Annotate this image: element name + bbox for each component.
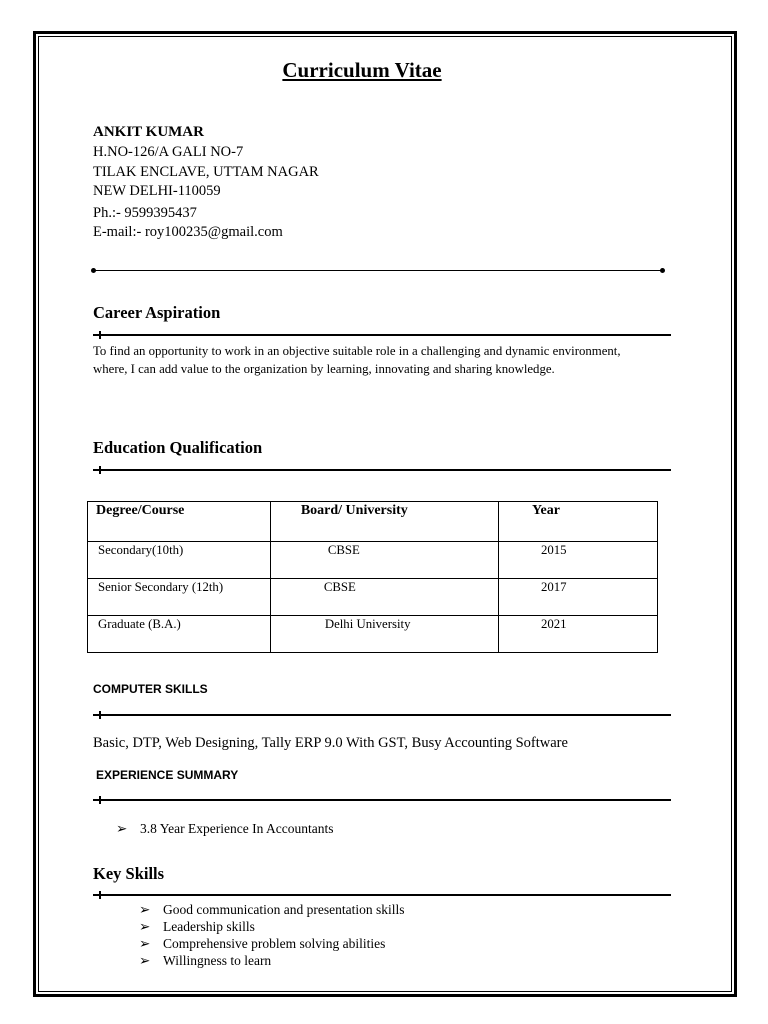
candidate-name: ANKIT KUMAR: [93, 124, 204, 140]
address-line-2: TILAK ENCLAVE, UTTAM NAGAR: [93, 164, 319, 180]
career-heading: Career Aspiration: [93, 303, 221, 322]
table-row: [88, 579, 658, 616]
computer-skills-text: Basic, DTP, Web Designing, Tally ERP 9.0 With GST, Busy Accounting Software: [93, 735, 568, 751]
computer-skills-rule-tick: [99, 711, 101, 719]
experience-rule: [93, 799, 671, 801]
career-rule: [93, 334, 671, 336]
divider-dot-right: [660, 268, 665, 273]
column-header-board: Board/ University: [270, 502, 498, 542]
bullet-arrow-icon: ➢: [116, 821, 128, 836]
education-rule-tick: [99, 466, 101, 474]
document-title: Curriculum Vitae: [282, 58, 442, 82]
table-cell-year: 2021: [498, 616, 657, 653]
address-line-3: NEW DELHI-110059: [93, 183, 221, 199]
career-rule-tick: [99, 331, 101, 339]
experience-item: 3.8 Year Experience In Accountants: [140, 821, 334, 836]
computer-skills-rule: [93, 714, 671, 716]
phone-number: Ph.:- 9599395437: [93, 205, 197, 221]
key-skill-item: Comprehensive problem solving abilities: [163, 936, 386, 951]
email-address: E-mail:- roy100235@gmail.com: [93, 224, 283, 240]
table-cell-board: Delhi University: [270, 616, 498, 653]
divider-dot-left: [91, 268, 96, 273]
contact-divider: [93, 270, 662, 271]
table-cell-year: 2015: [498, 542, 657, 579]
education-heading: Education Qualification: [93, 438, 263, 457]
bullet-arrow-icon: ➢: [139, 919, 151, 934]
table-cell-degree: Secondary(10th): [88, 542, 271, 579]
list-item: [139, 902, 404, 918]
list-item: [139, 919, 255, 935]
bullet-arrow-icon: ➢: [139, 953, 151, 968]
computer-skills-heading: COMPUTER SKILLS: [93, 682, 208, 696]
table-cell-year: 2017: [498, 579, 657, 616]
bullet-arrow-icon: ➢: [139, 936, 151, 951]
education-rule: [93, 469, 671, 471]
key-skill-item: Good communication and presentation skills: [163, 902, 405, 917]
table-row: [88, 616, 658, 653]
column-header-year: Year: [498, 502, 657, 542]
table-row: [88, 542, 658, 579]
experience-heading: EXPERIENCE SUMMARY: [96, 768, 239, 782]
list-item: [139, 953, 271, 969]
list-item: [139, 936, 385, 952]
table-header-row: [88, 502, 658, 542]
key-skill-item: Leadership skills: [163, 919, 255, 934]
table-cell-degree: Graduate (B.A.): [88, 616, 271, 653]
experience-rule-tick: [99, 796, 101, 804]
table-cell-degree: Senior Secondary (12th): [88, 579, 271, 616]
key-skills-rule-tick: [99, 891, 101, 899]
key-skills-rule: [93, 894, 671, 896]
address-line-1: H.NO-126/A GALI NO-7: [93, 144, 244, 160]
column-header-degree: Degree/Course: [88, 502, 271, 542]
key-skills-heading: Key Skills: [93, 864, 165, 883]
career-text: To find an opportunity to work in an objective suitable role in a challenging and dynamic environment, where, I can add value to the organization by learning, innovating and sharing knowledge.: [93, 344, 621, 376]
table-cell-board: CBSE: [270, 542, 498, 579]
key-skill-item: Willingness to learn: [163, 953, 272, 968]
list-item: [116, 821, 333, 837]
education-table: [87, 501, 658, 653]
bullet-arrow-icon: ➢: [139, 902, 151, 917]
table-cell-board: CBSE: [270, 579, 498, 616]
